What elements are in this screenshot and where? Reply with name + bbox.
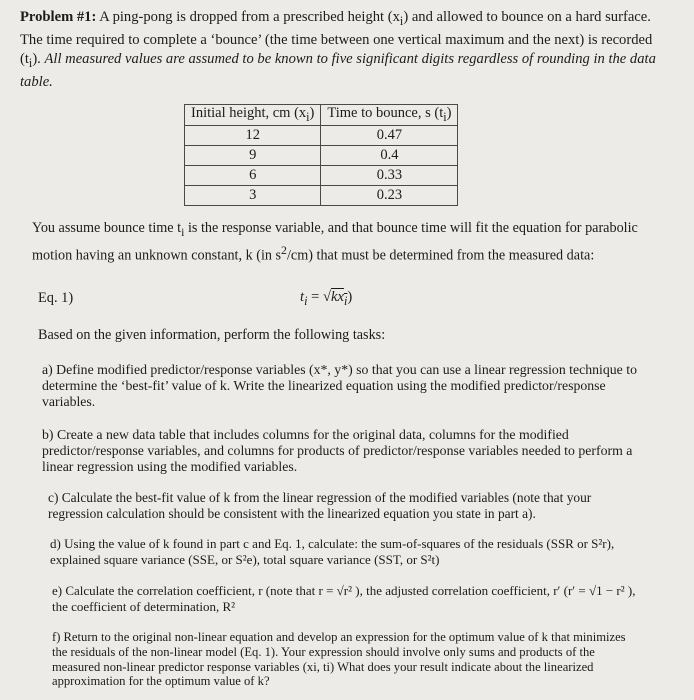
task-b: b) Create a new data table that includes columns for the original data, columns for the modified predictor/response variables, and columns for products of predictor/response variables needed to perform a linear regression using the modified variables. bbox=[42, 427, 633, 474]
task-d: d) Using the value of k found in part c and Eq. 1, calculate: the sum-of-squares of the residuals (SSR or S²r), explained square variance (SSE, or S²e), total square variance (SST, or S²t) bbox=[50, 536, 615, 567]
significant-digits-note: All measured values are assumed to be known to five significant digits regardless of rounding in the data table. bbox=[20, 51, 656, 91]
data-table bbox=[184, 104, 458, 206]
problem-label: Problem #1: bbox=[20, 9, 97, 25]
equation-radicand: $kx_i$ bbox=[331, 289, 348, 308]
problem-statement: Problem #1: A ping-pong is dropped from a prescribed height $(x_i)$ and allowed to bounce on a hard surface. The time required to complete a ‘bounce’ (the time between one vertical maximum and the next) is recorded $(t_i)$. All measured values are assumed to be known to five significant digits regardless of rounding in the data table. bbox=[20, 9, 656, 91]
height-column-header: Initial height, cm $(x_i)$ bbox=[185, 105, 321, 126]
table-row: 9 0.4 bbox=[185, 146, 458, 166]
table-header-row bbox=[185, 105, 458, 126]
table-row: 12 0.47 bbox=[185, 126, 458, 146]
task-c: c) Calculate the best-fit value of k from the linear regression of the modified variables (note that your regression calculation should be consistent with the linearized equation you state in part a). bbox=[48, 490, 592, 521]
task-a: a) Define modified predictor/response variables (x*, y*) so that you can use a linear regression technique to determine the ‘best-fit’ value of k. Write the linearized equation using the modified predictor/response variables. bbox=[42, 362, 637, 409]
time-column-header: Time to bounce, s $(t_i)$ bbox=[321, 105, 458, 126]
assumption-paragraph: You assume bounce time $t_i$ is the response variable, and that bounce time will fit the equation for parabolic motion having an unknown constant, k (in $s^2/cm$) that must be determined from the measured data: bbox=[32, 220, 638, 264]
table-row: 3 0.23 bbox=[185, 186, 458, 206]
task-e: e) Calculate the correlation coefficient, r (note that r = √r² ), the adjusted correlation coefficient, r′ (r′ = √1 − r² ), the coefficient of determination, R² bbox=[52, 583, 636, 614]
equation-formula: $t_i = √kx_i$) bbox=[300, 289, 353, 308]
equation-label: Eq. 1) bbox=[38, 290, 74, 306]
instructions-text: Based on the given information, perform the following tasks: bbox=[38, 327, 386, 343]
task-f: f) Return to the original non-linear equation and develop an expression for the optimum value of k that minimizes the residuals of the non-linear model (Eq. 1). Your expression should involve only sums and products of the measured non-linear predictor response variables (xi, ti) What does your result indicate about the linearized approximation for the optimum value of k? bbox=[52, 630, 626, 689]
table-row: 6 0.33 bbox=[185, 166, 458, 186]
